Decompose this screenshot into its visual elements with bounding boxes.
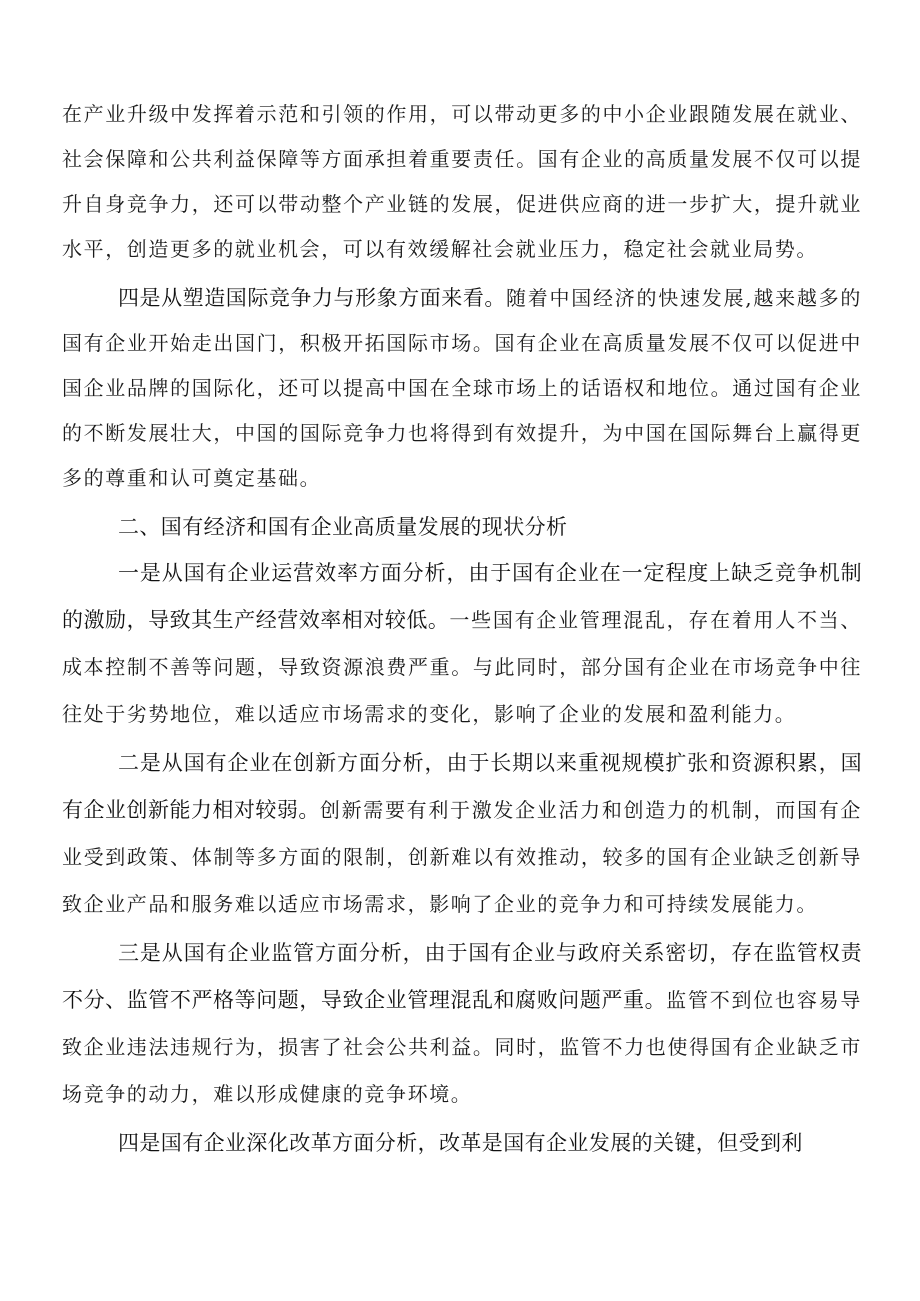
paragraph-international-competitiveness	[62, 276, 862, 501]
paragraph-body: 随着中国经济的快速发展,越来越多的国有企业开始走出国门，积极开拓国际市场。国有企业在高质量发展不仅可以促进中国企业品牌的国际化，还可以提高中国在全球市场上的话语权和地位。通过国有企业的不断发展壮大，中国的国际竞争力也将得到有效提升，为中国在国际舞台上赢得更多的尊重和认可奠定基础。	[62, 286, 863, 490]
paragraph-lead: 二是从国有企业在创新方面分析，由于长期以来重视规模扩张和资源积累，国有企业创新能力相对较弱。	[62, 751, 862, 822]
paragraph-body: 一些国有企业管理混乱，存在着用人不当、成本控制不善等问题，导致资源浪费严重。与此同时，部分国有企业在市场竞争中往往处于劣势地位，难以适应市场需求的变化，影响了企业的发展和盈利能力。	[62, 608, 863, 726]
paragraph-operating-efficiency	[62, 550, 862, 738]
paragraph-body: 创新需要有利于激发企业活力和创造力的机制，而国有企业受到政策、体制等多方面的限制，创新难以有效推动，较多的国有企业缺乏创新导致企业产品和服务难以适应市场需求，影响了企业的竞争力和可持续发展能力。	[62, 798, 862, 916]
paragraph-lead: 四是国有企业深化改革方面分析，改革是国有企业发展的关键，但受到利	[118, 1131, 803, 1155]
paragraph-supervision	[62, 930, 862, 1118]
paragraph-innovation	[62, 740, 862, 928]
paragraph-reform	[62, 1120, 862, 1167]
paragraph-lead: 一是从国有企业运营效率方面分析，由于国有企业在一定程度上缺乏竞争机制的激励，导致其生产经营效率相对较低。	[62, 561, 862, 632]
paragraph-employment	[62, 92, 862, 272]
document-body	[62, 92, 862, 1167]
paragraph-lead: 三是从国有企业监管方面分析，由于国有企业与政府关系密切，存在监管权责不分、监管不严格等问题，导致企业管理混乱和腐败问题严重。	[62, 941, 862, 1012]
paragraph-body: 监管不到位也容易导致企业违法违规行为，损害了社会公共利益。同时，监管不力也使得国有企业缺乏市场竞争的动力，难以形成健康的竞争环境。	[62, 988, 862, 1106]
section-heading: 二、国有经济和国有企业高质量发展的现状分析	[118, 515, 568, 539]
paragraph-lead: 四是从塑造国际竞争力与形象方面来看。	[118, 286, 506, 310]
paragraph-body: 在产业升级中发挥着示范和引领的作用，可以带动更多的中小企业跟随发展在就业、社会保障和公共利益保障等方面承担着重要责任。国有企业的高质量发展不仅可以提升自身竞争力，还可以带动整个产业链的发展，促进供应商的进一步扩大，提升就业水平，创造更多的就业机会，可以有效缓解社会就业压力，稳定社会就业局势。	[62, 102, 862, 261]
